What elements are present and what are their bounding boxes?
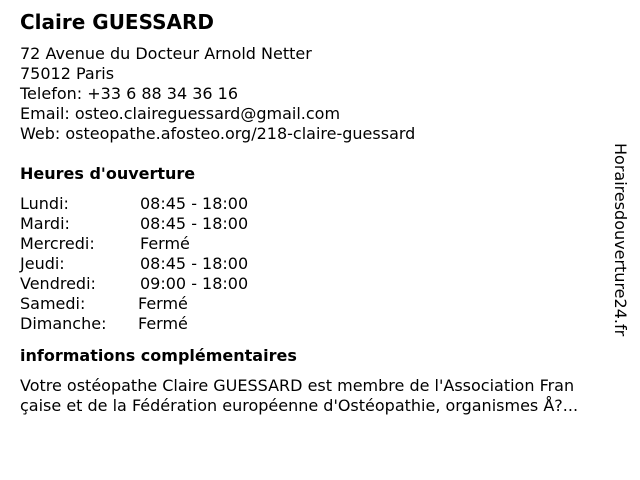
day-label: Lundi:: [20, 194, 69, 213]
day-label: Vendredi:: [20, 274, 96, 293]
street-address: 72 Avenue du Docteur Arnold Netter: [20, 44, 312, 63]
email-address: Email: osteo.claireguessard@gmail.com: [20, 104, 341, 123]
city-postal: 75012 Paris: [20, 64, 115, 83]
hours-row-tuesday: [20, 214, 610, 234]
time-value: Fermé: [138, 294, 188, 313]
day-label: Samedi:: [20, 294, 86, 313]
info-description: [20, 376, 632, 416]
time-value: Fermé: [138, 314, 188, 333]
day-label: Dimanche:: [20, 314, 107, 333]
business-name: Claire GUESSARD: [20, 10, 214, 34]
time-value: Fermé: [140, 234, 190, 253]
info-heading: informations complémentaires: [20, 346, 297, 365]
hours-row-monday: [20, 194, 610, 214]
day-label: Jeudi:: [20, 254, 65, 273]
time-value: 08:45 - 18:00: [140, 214, 249, 233]
hours-row-thursday: [20, 254, 610, 274]
time-value: 08:45 - 18:00: [140, 194, 249, 213]
hours-row-friday: [20, 274, 610, 294]
watermark: [608, 134, 632, 346]
hours-row-sunday: [20, 314, 610, 334]
address-block: [20, 44, 610, 144]
watermark-text: Horairesdouverture24.fr: [611, 143, 630, 337]
info-line: çaise et de la Fédération européenne d'Ostéopathie, organismes Å?...: [20, 396, 579, 415]
info-line: Votre ostéopathe Claire GUESSARD est membre de l'Association Fran: [20, 376, 575, 395]
business-card: [20, 8, 610, 416]
hours-heading: Heures d'ouverture: [20, 164, 196, 183]
hours-row-saturday: [20, 294, 610, 314]
website-url: Web: osteopathe.afosteo.org/218-claire-guessard: [20, 124, 416, 143]
hours-row-wednesday: [20, 234, 610, 254]
day-label: Mercredi:: [20, 234, 95, 253]
time-value: 09:00 - 18:00: [140, 274, 249, 293]
phone-number: Telefon: +33 6 88 34 36 16: [20, 84, 239, 103]
day-label: Mardi:: [20, 214, 70, 233]
time-value: 08:45 - 18:00: [140, 254, 249, 273]
opening-hours-table: [20, 194, 610, 334]
